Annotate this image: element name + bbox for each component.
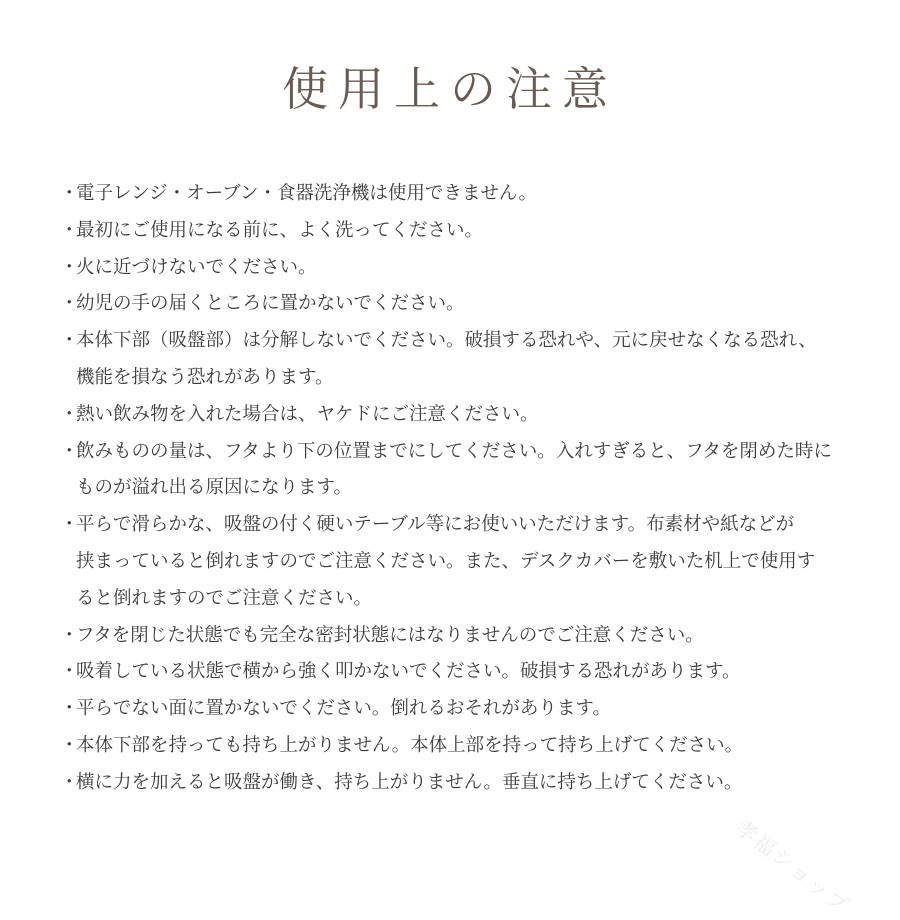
- caution-item: [60, 434, 860, 508]
- caution-item: [60, 250, 860, 287]
- caution-text: [76, 691, 860, 728]
- caution-line: 横に力を加えると吸盤が働き、持ち上がりません。垂直に持ち上げてください。: [76, 771, 743, 793]
- caution-line: 熱い飲み物を入れた場合は、ヤケドにご注意ください。: [76, 403, 539, 425]
- caution-list: [60, 176, 860, 802]
- caution-text: [76, 250, 860, 287]
- caution-line: 平らでない面に置かないでください。倒れるおそれがあります。: [76, 698, 611, 720]
- bullet-dot: ・: [60, 624, 79, 646]
- caution-line: 平らで滑らかな、吸盤の付く硬いテーブル等にお使いいただけます。布素材や紙などが: [76, 514, 795, 536]
- caution-line: 本体下部を持っても持ち上がりません。本体上部を持って持ち上げてください。: [76, 734, 744, 756]
- bullet-dot: ・: [60, 183, 79, 204]
- caution-text: [76, 654, 860, 691]
- bullet-dot: ・: [60, 330, 79, 352]
- caution-line: 機能を損なう恐れがあります。: [76, 366, 334, 388]
- caution-text: [76, 618, 860, 655]
- caution-item: [60, 691, 860, 728]
- caution-line: 火に近づけないでください。: [76, 256, 317, 278]
- caution-text: [76, 397, 860, 434]
- page-title: 使用上の注意: [282, 62, 618, 116]
- caution-text: [76, 286, 860, 323]
- bullet-dot: ・: [60, 403, 79, 425]
- caution-line: 本体下部（吸盤部）は分解しないでください。破損する恐れや、元に戻せなくなる恐れ、: [76, 330, 817, 352]
- caution-item: [60, 728, 860, 765]
- caution-line: ものが溢れ出る原因になります。: [76, 477, 353, 499]
- caution-line: 吸着している状態で横から強く叩かないでください。破損する恐れがあります。: [76, 661, 741, 683]
- caution-line: 電子レンジ・オーブン・食器洗浄機は使用できません。: [76, 183, 538, 204]
- caution-line: 飲みものの量は、フタより下の位置までにしてください。入れすぎると、フタを閉めた時に: [76, 440, 832, 462]
- caution-item: [60, 765, 860, 802]
- bullet-dot: ・: [60, 256, 79, 278]
- caution-line: フタを閉じた状態でも完全な密封状態にはなりませんのでご注意ください。: [76, 624, 704, 646]
- bullet-dot: ・: [60, 771, 79, 793]
- caution-item: [60, 213, 860, 250]
- caution-item: [60, 286, 860, 323]
- caution-line: 最初にご使用になる前に、よく洗ってください。: [76, 219, 484, 241]
- bullet-dot: ・: [60, 219, 79, 241]
- caution-line: 幼児の手の届くところに置かないでください。: [76, 293, 465, 315]
- caution-item: [60, 618, 860, 655]
- caution-text: [76, 765, 860, 802]
- caution-text: [76, 213, 860, 250]
- caution-item: [60, 323, 860, 397]
- bullet-dot: ・: [60, 698, 79, 720]
- caution-text: [76, 728, 860, 765]
- caution-text: [76, 507, 860, 617]
- bullet-dot: ・: [60, 661, 79, 683]
- bullet-dot: ・: [60, 514, 79, 536]
- caution-line: ると倒れますのでご注意ください。: [76, 587, 373, 609]
- bullet-dot: ・: [60, 440, 79, 462]
- caution-item: [60, 176, 860, 213]
- caution-item: [60, 654, 860, 691]
- caution-text: [76, 176, 860, 213]
- caution-item: [60, 507, 860, 617]
- bullet-dot: ・: [60, 293, 79, 315]
- caution-text: [76, 434, 860, 508]
- bullet-dot: ・: [60, 734, 79, 756]
- caution-item: [60, 397, 860, 434]
- shop-watermark: 孝福ショップ: [730, 815, 854, 919]
- caution-text: [76, 323, 860, 397]
- caution-line: 挟まっていると倒れますのでご注意ください。また、デスクカバーを敷いた机上で使用す: [76, 550, 816, 572]
